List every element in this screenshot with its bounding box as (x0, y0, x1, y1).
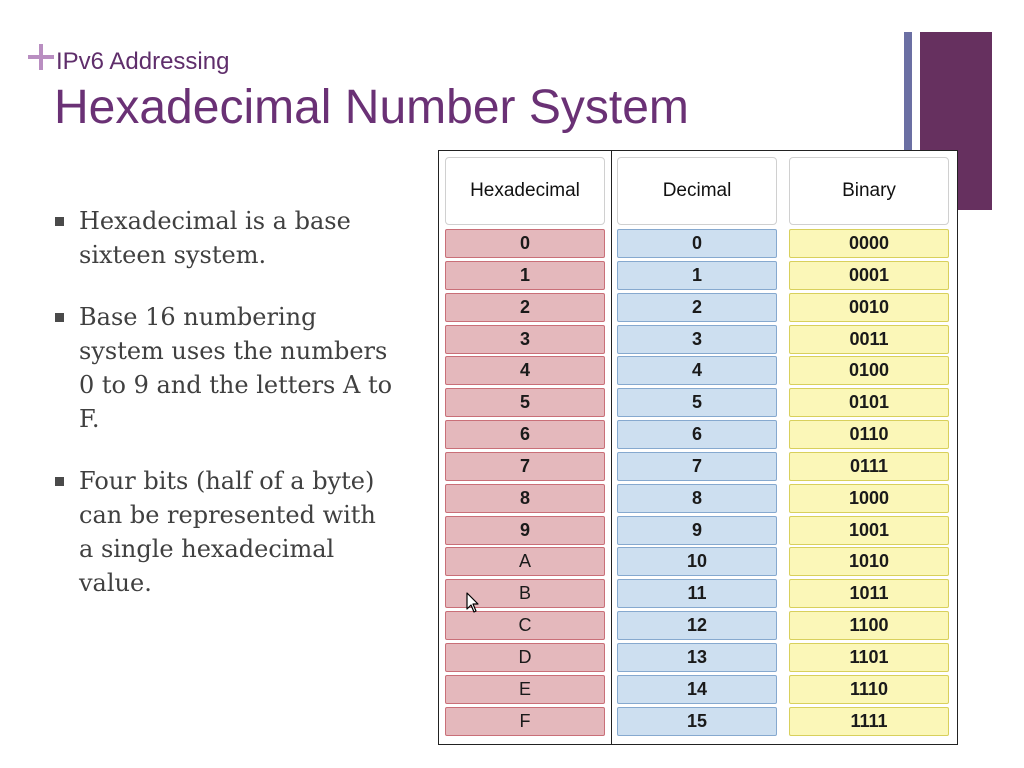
hex-cell: 6 (445, 420, 605, 449)
binary-cell: 0101 (789, 388, 949, 417)
hex-cells (445, 229, 605, 736)
hex-cell: B (445, 579, 605, 608)
hex-cell: 9 (445, 516, 605, 545)
decimal-cell: 3 (617, 325, 777, 354)
decimal-cell: 2 (617, 293, 777, 322)
decimal-cells (617, 229, 777, 736)
bullet-text: Four bits (half of a byte) can be represented with a single hexadecimal value. (79, 467, 376, 597)
hex-header: Hexadecimal (445, 157, 605, 225)
binary-cell: 1110 (789, 675, 949, 704)
binary-cell: 1100 (789, 611, 949, 640)
hex-cell: 7 (445, 452, 605, 481)
conversion-table (438, 150, 958, 745)
hex-cell: A (445, 547, 605, 576)
binary-cell: 1101 (789, 643, 949, 672)
bullet-text: Base 16 numbering system uses the numbers 0 to 9 and the letters A to F. (79, 303, 393, 433)
binary-cells (789, 229, 949, 736)
binary-cell: 0011 (789, 325, 949, 354)
binary-header: Binary (789, 157, 949, 225)
decimal-cell: 0 (617, 229, 777, 258)
decimal-header: Decimal (617, 157, 777, 225)
bullet-square-icon (55, 477, 64, 486)
bullet-text: Hexadecimal is a base sixteen system. (79, 207, 351, 269)
decimal-cell: 8 (617, 484, 777, 513)
decimal-cell: 12 (617, 611, 777, 640)
binary-cell: 0110 (789, 420, 949, 449)
hex-cell: E (445, 675, 605, 704)
plus-icon (28, 44, 54, 70)
hex-cell: 2 (445, 293, 605, 322)
hex-cell: 8 (445, 484, 605, 513)
binary-cell: 1001 (789, 516, 949, 545)
binary-cell: 0010 (789, 293, 949, 322)
bullet-item (55, 300, 395, 436)
binary-cell: 0111 (789, 452, 949, 481)
hex-cell: 5 (445, 388, 605, 417)
binary-column (789, 157, 949, 739)
hex-cell: 0 (445, 229, 605, 258)
binary-cell: 0001 (789, 261, 949, 290)
decimal-cell: 13 (617, 643, 777, 672)
slide-title: Hexadecimal Number System (54, 81, 689, 134)
slide-subtitle: IPv6 Addressing (56, 48, 230, 75)
binary-cell: 1111 (789, 707, 949, 736)
hex-cell: 4 (445, 356, 605, 385)
decimal-cell: 15 (617, 707, 777, 736)
mouse-pointer-icon (466, 592, 482, 614)
column-divider (611, 151, 612, 744)
bullet-square-icon (55, 313, 64, 322)
hex-cell: 3 (445, 325, 605, 354)
bullet-square-icon (55, 217, 64, 226)
binary-cell: 1000 (789, 484, 949, 513)
bullet-list (55, 204, 395, 628)
decimal-cell: 9 (617, 516, 777, 545)
decimal-cell: 1 (617, 261, 777, 290)
decimal-cell: 10 (617, 547, 777, 576)
decimal-cell: 5 (617, 388, 777, 417)
decimal-cell: 7 (617, 452, 777, 481)
hex-cell: C (445, 611, 605, 640)
binary-cell: 1011 (789, 579, 949, 608)
hex-cell: F (445, 707, 605, 736)
hex-column (445, 157, 605, 739)
decimal-cell: 11 (617, 579, 777, 608)
decimal-cell: 14 (617, 675, 777, 704)
bullet-item (55, 464, 395, 600)
decimal-cell: 6 (617, 420, 777, 449)
hex-cell: 1 (445, 261, 605, 290)
decimal-cell: 4 (617, 356, 777, 385)
binary-cell: 1010 (789, 547, 949, 576)
decimal-column (617, 157, 777, 739)
bullet-item (55, 204, 395, 272)
binary-cell: 0000 (789, 229, 949, 258)
binary-cell: 0100 (789, 356, 949, 385)
hex-cell: D (445, 643, 605, 672)
